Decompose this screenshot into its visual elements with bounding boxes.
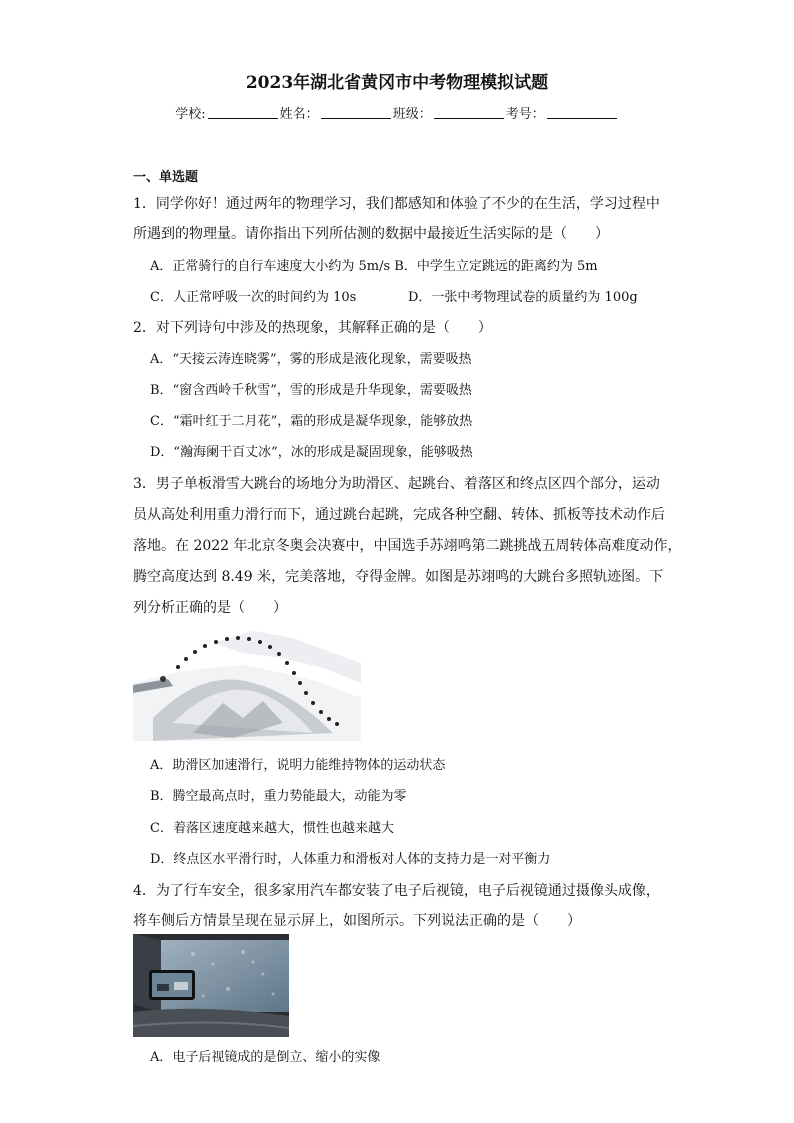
q1-options-ab: A．正常骑行的自行车速度大小约为 5m/s B．中学生立定跳远的距离约为 5m	[150, 259, 598, 274]
exam-no-blank[interactable]	[547, 106, 617, 119]
q1-option-d: D．一张中考物理试卷的质量约为 100g	[408, 290, 638, 305]
q3-option-a: A．助滑区加速滑行，说明力能维持物体的运动状态	[150, 758, 446, 773]
q3-stem-line2: 员从高处利用重力滑行而下，通过跳台起跳，完成各种空翻、转体、抓板等技术动作后	[133, 507, 665, 523]
school-label: 学校:	[175, 107, 206, 122]
page-title: 2023年湖北省黄冈市中考物理模拟试题	[245, 73, 549, 93]
q1-stem-line1: 1．同学你好！通过两年的物理学习，我们都感知和体验了不少的在生活，学习过程中	[133, 196, 660, 212]
section-heading: 一、单选题	[133, 170, 199, 185]
q1-stem-line2: 所遇到的物理量。请你指出下列所估测的数据中最接近生活实际的是（ ）	[133, 226, 609, 242]
q3-option-b: B．腾空最高点时，重力势能最大，动能为零	[150, 789, 407, 804]
q3-stem-line4: 腾空高度达到 8.49 米，完美落地，夺得金牌。如图是苏翊鸣的大跳台多照轨迹图。下	[133, 569, 664, 585]
q1-option-c: C．人正常呼吸一次的时间约为 10s	[150, 290, 357, 305]
q3-stem-line5: 列分析正确的是（ ）	[133, 600, 287, 616]
q4-option-a: A．电子后视镜成的是倒立、缩小的实像	[150, 1050, 381, 1065]
name-blank[interactable]	[321, 106, 391, 119]
class-label: 班级：	[392, 107, 432, 122]
class-blank[interactable]	[434, 106, 504, 119]
ski-jump-trajectory-image	[133, 623, 361, 741]
q4-stem-line2: 将车侧后方情景呈现在显示屏上，如图所示。下列说法正确的是（ ）	[133, 913, 581, 929]
q3-stem-line3: 落地。在 2022 年北京冬奥会决赛中，中国选手苏翊鸣第二跳挑战五周转体高难度动作，	[133, 538, 682, 554]
q3-stem-line1: 3．男子单板滑雪大跳台的场地分为助滑区、起跳台、着落区和终点区四个部分，运动	[133, 476, 660, 492]
q2-option-d: D．“瀚海阑干百丈冰”，冰的形成是凝固现象，能够吸热	[150, 445, 473, 460]
q2-option-a: A．“天接云涛连晓雾”，雾的形成是液化现象，需要吸热	[150, 352, 472, 367]
q2-stem: 2．对下列诗句中涉及的热现象，其解释正确的是（ ）	[133, 320, 492, 336]
q4-stem-line1: 4．为了行车安全，很多家用汽车都安装了电子后视镜，电子后视镜通过摄像头成像，	[133, 883, 660, 899]
student-info-line	[0, 103, 794, 122]
electronic-rearview-mirror-image	[133, 934, 289, 1037]
school-blank[interactable]	[208, 106, 278, 119]
q3-option-d: D．终点区水平滑行时，人体重力和滑板对人体的支持力是一对平衡力	[150, 852, 551, 867]
q3-option-c: C．着落区速度越来越大，惯性也越来越大	[150, 821, 394, 836]
exam-no-label: 考号：	[505, 107, 545, 122]
q2-option-b: B．“窗含西岭千秋雪”，雪的形成是升华现象，需要吸热	[150, 383, 472, 398]
q2-option-c: C．“霜叶红于二月花”，霜的形成是凝华现象，能够放热	[150, 414, 473, 429]
name-label: 姓名：	[279, 107, 319, 122]
